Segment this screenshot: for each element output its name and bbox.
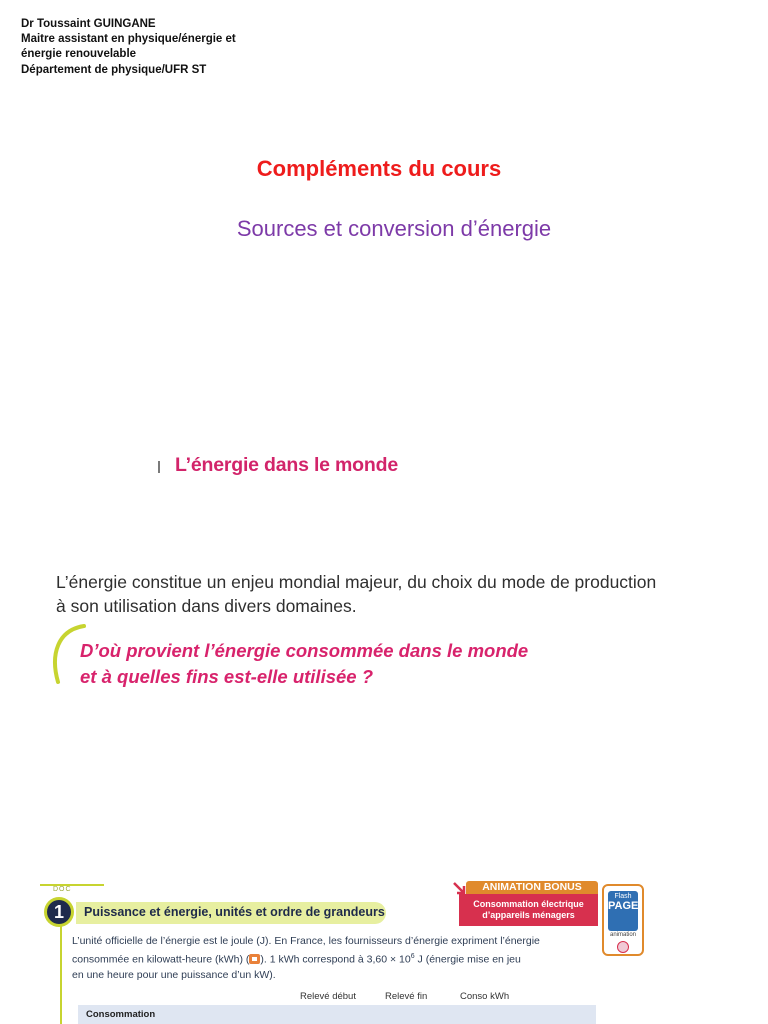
table-header-row <box>72 985 592 1005</box>
flash-page-screen <box>608 891 638 931</box>
doc-left-border <box>60 926 62 1024</box>
play-icon[interactable] <box>617 941 629 953</box>
flash-animation-label: animation <box>609 932 636 938</box>
table-header: Relevé début <box>300 991 356 1002</box>
flash-label-small: Flash <box>614 893 632 900</box>
doc-paragraph <box>72 934 612 983</box>
animation-bonus-tab[interactable] <box>466 881 598 894</box>
doc-heading: Puissance et énergie, unités et ordre de grandeurs <box>84 905 385 919</box>
intro-paragraph <box>56 570 756 618</box>
table-row <box>78 1005 596 1024</box>
question-line: et à quelles fins est-elle utilisée ? <box>80 666 374 687</box>
author-title-cont: énergie renouvelable <box>21 48 137 61</box>
animation-bonus-box[interactable] <box>459 894 598 926</box>
doc-text-line: consommée en kilowatt-heure (kWh) ( ). 1 kWh correspond à $3,60 \times 10^6$ J (énergie mise en jeu <box>72 953 521 966</box>
animation-title-line: Consommation électrique <box>473 899 584 909</box>
intro-line: à son utilisation dans divers domaines. <box>56 596 357 616</box>
page-title: Compléments du cours <box>256 156 502 181</box>
author-block <box>21 17 321 78</box>
section-marker <box>158 461 160 473</box>
doc-text-line: en une heure pour une puissance d’un kW). <box>72 968 276 981</box>
animation-bonus-label: ANIMATION BONUS <box>482 881 582 893</box>
table-header: Relevé fin <box>385 991 428 1002</box>
author-title: Maitre assistant en physique/énergie et <box>21 33 236 46</box>
video-icon[interactable] <box>249 954 260 964</box>
intro-line: L’énergie constitue un enjeu mondial majeur, du choix du mode de production <box>56 572 657 592</box>
doc-label: DOC <box>53 886 72 893</box>
author-name: Dr Toussaint GUINGANE <box>21 18 156 30</box>
page-subtitle: Sources et conversion d’énergie <box>236 216 552 241</box>
flash-label-page: PAGE <box>608 900 639 912</box>
doc-number: 1 <box>47 900 71 924</box>
doc-heading-band <box>76 902 386 924</box>
section-title: L’énergie dans le monde <box>175 454 398 476</box>
animation-title-line: d’appareils ménagers <box>482 910 575 920</box>
flash-page-badge[interactable] <box>602 884 644 956</box>
table-header: Conso kWh <box>460 991 510 1002</box>
doc-divider <box>40 884 104 886</box>
key-question <box>80 638 768 690</box>
question-line: D’où provient l’énergie consommée dans le monde <box>80 640 529 661</box>
table-row-label: Consommation <box>86 1009 156 1020</box>
doc-text-line: L’unité officielle de l’énergie est le joule (J). En France, les fournisseurs d’énergie expriment l’énergie <box>72 935 540 947</box>
author-department: Département de physique/UFR ST <box>21 63 207 76</box>
doc-number-badge <box>44 897 74 927</box>
